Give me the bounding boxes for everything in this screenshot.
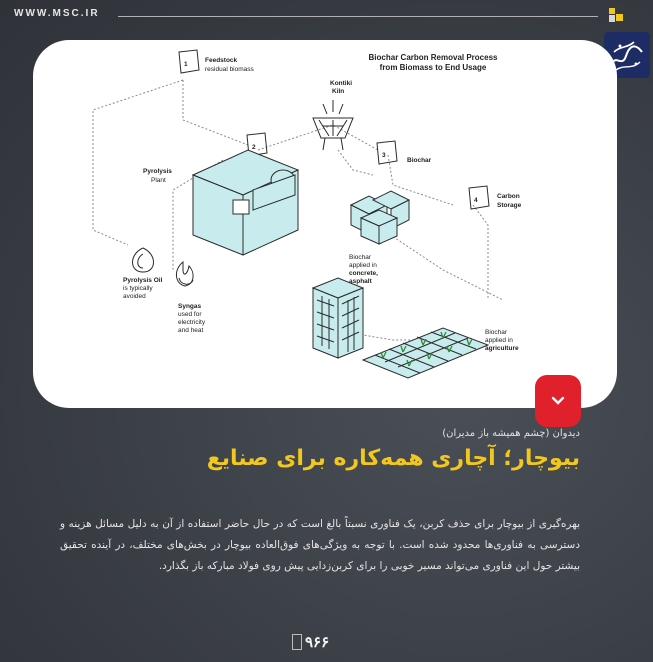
step-label: Pyrolysis bbox=[143, 168, 172, 175]
concrete-label-line1: Biochar bbox=[349, 254, 372, 261]
step-label: Feedstock bbox=[205, 57, 238, 64]
issue-badge bbox=[292, 632, 344, 652]
step-number: 1 bbox=[184, 61, 188, 68]
pyrolysis-oil bbox=[123, 248, 163, 300]
concrete-building bbox=[313, 254, 378, 358]
diagram-subtitle: from Biomass to End Usage bbox=[379, 63, 487, 72]
syngas-label-line3: electricity bbox=[178, 319, 206, 326]
syngas-label-line1: Syngas bbox=[178, 303, 202, 310]
concrete-label-line3: concrete, bbox=[349, 270, 378, 277]
article-headline: بیوچار؛ آچاری همه‌کاره برای صنایع bbox=[206, 446, 580, 471]
step-number: 4 bbox=[474, 197, 478, 204]
kiln-label-line2: Kiln bbox=[332, 88, 345, 95]
diagram-title: Biochar Carbon Removal Process bbox=[368, 53, 498, 62]
issue-number: ۹۶۶ bbox=[305, 634, 330, 651]
syngas-label-line4: and heat bbox=[178, 327, 204, 334]
agriculture-field bbox=[363, 328, 519, 378]
step-number: 3 bbox=[382, 152, 386, 159]
oil-label-line3: avoided bbox=[123, 293, 146, 300]
concrete-label-line2: applied in bbox=[349, 262, 377, 269]
oil-label-line2: is typically bbox=[123, 285, 153, 292]
pyrolysis-plant bbox=[193, 150, 298, 255]
brand-mark-icon bbox=[609, 8, 623, 22]
kiln-label-line1: Kontiki bbox=[330, 80, 353, 87]
step-sublabel: Storage bbox=[497, 202, 522, 209]
agri-label-line3: agriculture bbox=[485, 345, 519, 352]
article-body: بهره‌گیری از بیوچار برای حذف کربن، یک فناوری نسبتاً بالغ است که در حال حاضر استفاده از آن به دلیل مسائل هزینه و دسترسی به فناوری‌ها محدود شده است. با توجه به ویژگی‌های فوق‌العاده بیوچار در بخش‌های مختلف، در آینده تحقیق بیشتر حول این فناوری می‌تواند مسیر خوبی را برای کربن‌زدایی پیش روی فولاد مبارکه باز بگذارد. bbox=[60, 518, 580, 572]
article-source: دیدوان (چشم همیشه باز مدیران) bbox=[442, 428, 580, 439]
concrete-label-line4: asphalt bbox=[349, 278, 372, 285]
step-1 bbox=[179, 50, 255, 73]
oil-label-line1: Pyrolysis Oil bbox=[123, 277, 163, 284]
syngas bbox=[176, 262, 205, 334]
biochar-cubes bbox=[351, 191, 409, 244]
step-sublabel: Plant bbox=[151, 177, 166, 184]
syngas-label-line2: used for bbox=[178, 311, 202, 318]
biochar-process-diagram bbox=[33, 40, 617, 408]
step-sublabel: residual biomass bbox=[205, 66, 254, 73]
step-number: 2 bbox=[252, 144, 256, 151]
site-url[interactable]: WWW.MSC.IR bbox=[14, 8, 100, 19]
agri-label-line2: applied in bbox=[485, 337, 513, 344]
step-label: Biochar bbox=[407, 157, 432, 164]
diagram-card bbox=[33, 40, 617, 408]
step-label: Carbon bbox=[497, 193, 520, 200]
chevron-down-icon bbox=[551, 396, 565, 406]
issue-frame-icon bbox=[292, 634, 302, 650]
kontiki-kiln bbox=[313, 80, 353, 150]
step-3 bbox=[377, 141, 432, 164]
header-divider bbox=[118, 16, 598, 17]
step-4 bbox=[469, 186, 522, 209]
expand-tab[interactable] bbox=[535, 375, 581, 427]
agri-label-line1: Biochar bbox=[485, 329, 508, 336]
